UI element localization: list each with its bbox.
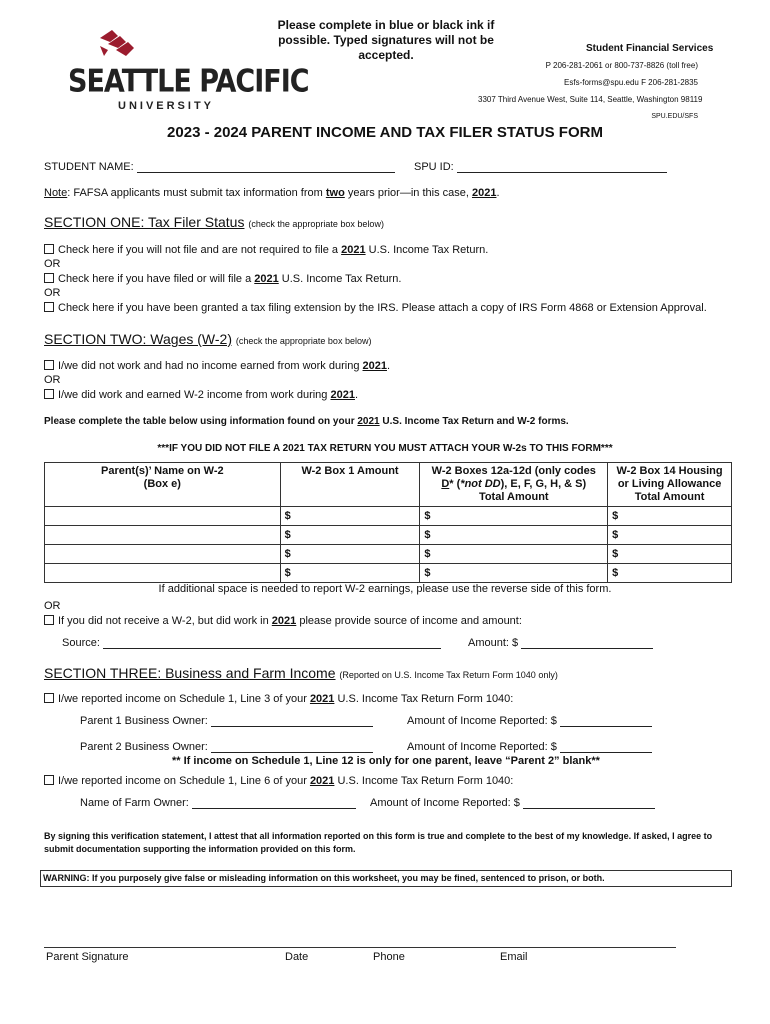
parent2-amount-row [407, 741, 652, 753]
logo-name: SEATTLE PACIFIC [68, 64, 309, 100]
cell-box1[interactable]: $ [280, 526, 420, 545]
s1-checkbox-2[interactable] [44, 273, 54, 283]
spu-id-field[interactable] [457, 161, 667, 173]
cell-box1[interactable]: $ [280, 545, 420, 564]
cell-box12[interactable]: $ [420, 545, 608, 564]
col-box14-l2: or Living Allowance [617, 478, 722, 490]
s2-opt1-text-b: . [386, 360, 391, 372]
parent1-amount-label: Amount of Income Reported: $ [407, 715, 557, 727]
cell-box14[interactable]: $ [608, 507, 732, 526]
student-name-label: STUDENT NAME: [44, 161, 134, 173]
parent2-amount-label: Amount of Income Reported: $ [407, 741, 557, 753]
table-row [45, 507, 732, 526]
parent2-business-field[interactable] [211, 742, 373, 753]
cell-box12[interactable]: $ [420, 564, 608, 583]
table-row [45, 564, 732, 583]
additional-space-note: If additional space is needed to report W-2 earnings, please use the reverse side of this form. [158, 583, 612, 595]
parent1-business-row [80, 715, 373, 727]
section-one-heading [44, 214, 384, 230]
cell-box14[interactable]: $ [608, 564, 732, 583]
s1-or-1: OR [44, 258, 61, 270]
amount-label: Amount: $ [468, 637, 519, 649]
s1-checkbox-3[interactable] [44, 302, 54, 312]
cell-box14[interactable]: $ [608, 526, 732, 545]
s2-opt2-text-b: . [354, 389, 359, 401]
no-w2-text-b: please provide source of income and amount: [296, 615, 522, 627]
parent1-amount-row [407, 715, 652, 727]
s2-opt2-text: I/we did work and earned W-2 income from work during [58, 389, 331, 401]
note-year: 2021 [471, 187, 497, 199]
attach-w2-note: ***IF YOU DID NOT FILE A 2021 TAX RETURN YOU MUST ATTACH YOUR W-2s TO THIS FORM*** [157, 443, 613, 454]
s2-or-2: OR [44, 600, 61, 612]
note-text: : FAFSA applicants must submit tax information from [67, 187, 326, 199]
w2-table-header [45, 463, 732, 507]
s2-or-1: OR [44, 374, 61, 386]
s2-checkbox-no-w2[interactable] [44, 615, 54, 625]
table-instruction [44, 416, 569, 427]
farm-amount-field[interactable] [523, 798, 655, 809]
cell-box12[interactable]: $ [420, 507, 608, 526]
source-label: Source: [62, 637, 100, 649]
student-name-field[interactable] [137, 161, 395, 173]
farm-amount-label: Amount of Income Reported: $ [370, 797, 520, 809]
s1-opt3-text: Check here if you have been granted a tax filing extension by the IRS. Please attach a copy of IRS Form 4868 or Extension Approval. [58, 302, 707, 314]
s3-opt1-text-b: U.S. Income Tax Return Form 1040: [334, 693, 514, 705]
logo-subtitle: UNIVERSITY [118, 100, 215, 112]
cell-box14[interactable]: $ [608, 545, 732, 564]
s1-option-3 [44, 302, 707, 314]
table-row [45, 526, 732, 545]
section-three-title: SECTION THREE: Business and Farm Income [44, 665, 336, 681]
cell-parent-name[interactable] [45, 545, 281, 564]
parent2-business-row [80, 741, 373, 753]
s1-option-2 [44, 273, 401, 285]
w2-table [44, 462, 732, 583]
s1-or-2: OR [44, 287, 61, 299]
source-field[interactable] [103, 638, 441, 649]
s3-checkbox-2[interactable] [44, 775, 54, 785]
contact-address: 3307 Third Avenue West, Suite 114, Seattle, Washington 98119 [478, 95, 703, 104]
parent-signature-label: Parent Signature [46, 951, 129, 963]
ink-instructions: Please complete in blue or black ink if possible. Typed signatures will not be accepted. [277, 18, 495, 62]
col-parent-name [45, 463, 281, 507]
no-w2-year: 2021 [271, 615, 297, 627]
s1-opt2-text: Check here if you have filed or will file a [58, 273, 255, 285]
s2-checkbox-2[interactable] [44, 389, 54, 399]
date-label: Date [285, 951, 309, 963]
note-prefix: Note [44, 187, 68, 199]
instruction-year: 2021 [357, 416, 380, 427]
cell-box1[interactable]: $ [280, 507, 420, 526]
s1-checkbox-1[interactable] [44, 244, 54, 254]
farm-owner-label: Name of Farm Owner: [80, 797, 189, 809]
s2-opt1-year: 2021 [362, 360, 387, 372]
s2-no-w2-option [44, 615, 522, 627]
spu-logo [68, 28, 309, 118]
col-box12-l2 [420, 478, 607, 491]
s3-opt2-text-b: U.S. Income Tax Return Form 1040: [334, 775, 514, 787]
s3-opt1-year: 2021 [309, 693, 335, 705]
col-box14-l1: W-2 Box 14 Housing [616, 465, 723, 477]
col-box1: W-2 Box 1 Amount [280, 463, 420, 507]
s1-option-1 [44, 244, 488, 256]
email-label: Email [500, 951, 528, 963]
cell-parent-name[interactable] [45, 526, 281, 545]
s1-opt1-year: 2021 [341, 244, 366, 256]
warning-box: WARNING: If you purposely give false or misleading information on this worksheet, you may be fined, sentenced to prison, or both. [40, 870, 732, 887]
note-two: two [325, 187, 345, 199]
no-w2-text: If you did not receive a W-2, but did work in [58, 615, 272, 627]
s2-opt1-text: I/we did not work and had no income earned from work during [58, 360, 363, 372]
col-box12 [420, 463, 608, 507]
s2-opt2-year: 2021 [330, 389, 355, 401]
code-rest: ), E, F, G, H, & S) [500, 478, 587, 490]
code-not-dd: *not DD [460, 478, 501, 490]
signature-line[interactable] [44, 947, 676, 948]
col-box14-l3: Total Amount [634, 491, 705, 503]
s3-opt2-year: 2021 [309, 775, 335, 787]
section-one-note: (check the appropriate box below) [248, 219, 384, 229]
flame-logo-icon [98, 28, 138, 58]
spu-id-row [414, 161, 667, 173]
s1-opt2-text-b: U.S. Income Tax Return. [278, 273, 402, 285]
table-row [45, 545, 732, 564]
instruction-text: Please complete the table below using information found on your [44, 416, 358, 427]
s3-option-2 [44, 775, 513, 787]
s2-option-2 [44, 389, 358, 401]
cell-parent-name[interactable] [45, 507, 281, 526]
s2-option-1 [44, 360, 390, 372]
student-name-row [44, 161, 395, 173]
parent1-business-label: Parent 1 Business Owner: [80, 715, 208, 727]
parent2-amount-field[interactable] [560, 742, 652, 753]
col-parent-name-l1: Parent(s)’ Name on W-2 [100, 465, 224, 477]
cell-box1[interactable]: $ [280, 564, 420, 583]
farm-amount-row [370, 797, 655, 809]
attestation-statement: By signing this verification statement, I attest that all information reported on this form is true and complete to the best of my knowledge. If asked, I agree to submit documentation supporting the information provided on this form. [44, 831, 713, 854]
col-box12-l3: Total Amount [478, 491, 549, 503]
col-box14 [608, 463, 732, 507]
farm-owner-row [80, 797, 356, 809]
section-three-heading [44, 665, 558, 681]
code-d: D [441, 478, 450, 490]
section-one-title: SECTION ONE: Tax Filer Status [44, 214, 245, 230]
s3-opt2-text: I/we reported income on Schedule 1, Line 6 of your [58, 775, 310, 787]
contact-email-fax: Esfs-forms@spu.edu F 206-281-2835 [564, 78, 698, 87]
contact-web: SPU.EDU/SFS [651, 113, 698, 120]
s1-opt2-year: 2021 [254, 273, 279, 285]
parent1-business-field[interactable] [211, 716, 373, 727]
s3-checkbox-1[interactable] [44, 693, 54, 703]
s3-option-1 [44, 693, 513, 705]
instruction-text-b: U.S. Income Tax Return and W-2 forms. [379, 416, 569, 427]
amount-field[interactable] [521, 638, 653, 649]
col-parent-name-l2: (Box e) [143, 478, 181, 490]
s1-opt1-text: Check here if you will not file and are not required to file a [58, 244, 342, 256]
section-two-title: SECTION TWO: Wages (W-2) [44, 331, 232, 347]
amount-row [468, 637, 653, 649]
form-title: 2023 - 2024 PARENT INCOME AND TAX FILER STATUS FORM [167, 124, 603, 141]
cell-parent-name[interactable] [45, 564, 281, 583]
parent2-business-label: Parent 2 Business Owner: [80, 741, 208, 753]
source-row [62, 637, 441, 649]
code-mid: * ( [449, 478, 461, 490]
cell-box12[interactable]: $ [420, 526, 608, 545]
col-box12-l1: W-2 Boxes 12a-12d (only codes [431, 465, 596, 477]
fafsa-note [44, 187, 500, 199]
s1-opt1-text-b: U.S. Income Tax Return. [365, 244, 489, 256]
section-three-note: (Reported on U.S. Income Tax Return Form 1040 only) [339, 670, 558, 680]
note-end: . [496, 187, 500, 199]
contact-block [478, 40, 714, 125]
line12-note: ** If income on Schedule 1, Line 12 is only for one parent, leave “Parent 2” blank** [172, 755, 600, 767]
office-name: Student Financial Services [586, 43, 714, 54]
farm-owner-field[interactable] [192, 798, 356, 809]
parent1-amount-field[interactable] [560, 716, 652, 727]
spu-id-label: SPU ID: [414, 161, 454, 173]
s2-checkbox-1[interactable] [44, 360, 54, 370]
section-two-note: (check the appropriate box below) [235, 336, 372, 346]
section-two-heading [44, 331, 371, 347]
contact-phone: P 206-281-2061 or 800-737-8826 (toll free) [545, 61, 698, 70]
note-text-b: years prior—in this case, [344, 187, 472, 199]
s3-opt1-text: I/we reported income on Schedule 1, Line 3 of your [58, 693, 310, 705]
phone-label: Phone [373, 951, 405, 963]
